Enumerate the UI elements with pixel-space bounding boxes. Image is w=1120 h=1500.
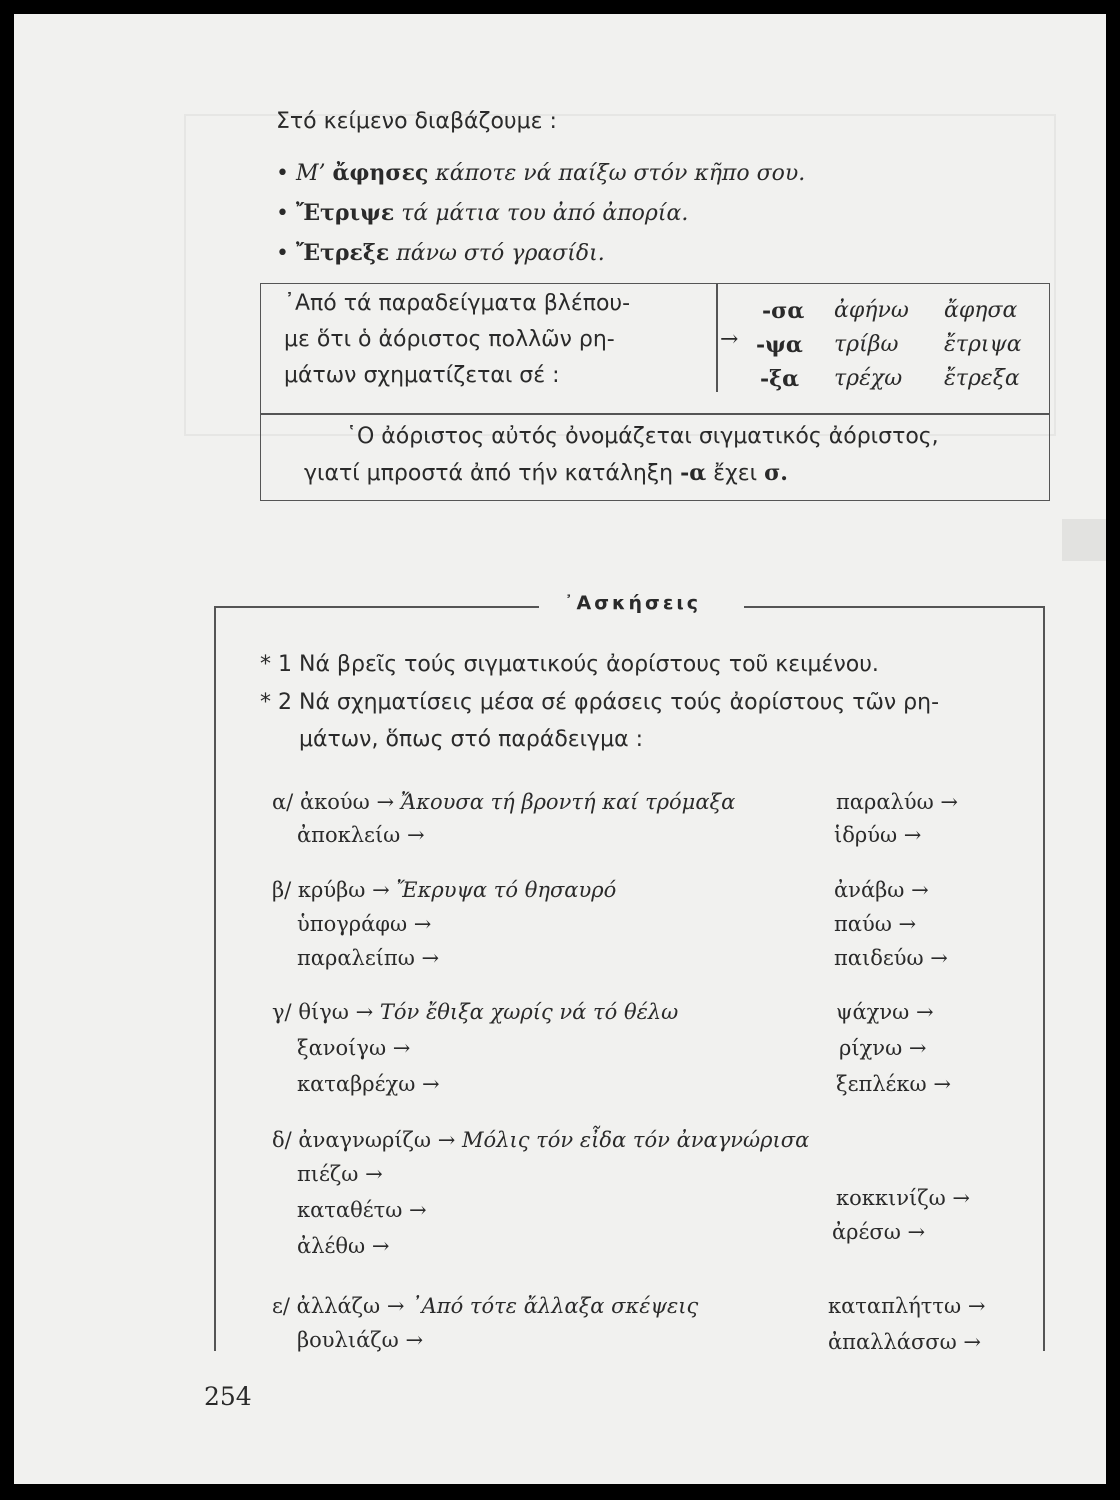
right-verb: ψάχνω →	[836, 1000, 934, 1024]
right-verb: κοκκινίζω →	[836, 1186, 971, 1210]
aorist-form: ἔτριψα	[944, 332, 1022, 357]
page	[14, 14, 1106, 1484]
exercise-line-a1: α/ ἀκούω → Ἄκουσα τή βροντή καί τρόμαξα	[272, 790, 736, 814]
bleed-through-tab	[1062, 519, 1106, 561]
aorist-form: ἔτρεξα	[944, 366, 1020, 391]
present-form: τρέχω	[834, 366, 903, 391]
rule-text-3: μάτων σχηματίζεται σέ :	[284, 363, 560, 388]
ending: -ξα	[760, 366, 800, 392]
example-line-3: • Ἔτρεξε πάνω στό γρασίδι.	[276, 240, 605, 266]
right-verb: ἀπαλλάσσω →	[828, 1330, 982, 1354]
exercises-frame-top-left	[214, 606, 539, 608]
right-verb: ρίχνω →	[839, 1036, 927, 1060]
rule-text-1: ᾿Από τά παραδείγματα βλέπου-	[284, 291, 631, 316]
present-form: ἀφήνω	[834, 298, 909, 323]
intro-heading: Στό κείμενο διαβάζουμε :	[276, 109, 557, 134]
rule-divider	[716, 284, 718, 392]
left-verb: ἀλέθω →	[297, 1234, 390, 1258]
right-verb: ἱδρύω →	[834, 823, 922, 847]
left-verb: καταβρέχω →	[297, 1072, 440, 1096]
left-verb: ξανοίγω →	[297, 1036, 411, 1060]
arrow-icon: →	[720, 327, 739, 352]
aorist-form: ἄφησα	[944, 298, 1018, 323]
ending: -σα	[762, 298, 805, 324]
exercises-title: ᾿Ασκήσεις	[564, 592, 702, 614]
arrow-icon: →	[437, 1128, 456, 1152]
bullet: •	[276, 161, 289, 186]
right-verb: ξεπλέκω →	[836, 1072, 951, 1096]
exercise-line-c1: γ/ θίγω → Τόν ἔθιξα χωρίς νά τό θέλω	[272, 1000, 679, 1024]
right-verb: παύω →	[834, 912, 917, 936]
arrow-icon: →	[386, 1294, 405, 1318]
exercise-line-b1: β/ κρύβω → Ἔκρυψα τό θησαυρό	[272, 878, 617, 902]
exercises-frame-left	[214, 606, 216, 1351]
definition-line-1: ῾Ο ἀόριστος αὐτός ὀνομάζεται σιγματικός ἀόριστος,	[346, 424, 939, 449]
bullet: •	[276, 241, 289, 266]
left-verb: καταθέτω →	[297, 1198, 427, 1222]
exercises-frame-top-right	[744, 606, 1044, 608]
left-verb: ὑπογράφω →	[297, 912, 432, 936]
right-verb: καταπλήττω →	[828, 1294, 986, 1318]
right-verb: ἀρέσω →	[832, 1220, 926, 1244]
bullet: •	[276, 201, 289, 226]
exercises-frame-right	[1043, 606, 1045, 1351]
definition-line-2: γιατί μπροστά ἀπό τήν κατάληξη -α ἔχει σ.	[304, 460, 788, 486]
left-verb: βουλιάζω →	[297, 1328, 424, 1352]
right-verb: ἀνάβω →	[834, 878, 929, 902]
page-number: 254	[204, 1382, 252, 1411]
left-verb: πιέζω →	[297, 1162, 383, 1186]
arrow-icon: →	[376, 790, 395, 814]
example-line-1: • Μ’ ἄφησες κάποτε νά παίξω στόν κῆπο σου.	[276, 160, 806, 186]
left-verb: παραλείπω →	[297, 946, 440, 970]
ending: -ψα	[756, 332, 803, 358]
exercise-line-d1: δ/ ἀναγνωρίζω → Μόλις τόν εἶδα τόν ἀναγνώρισα	[272, 1128, 810, 1152]
exercise-2-cont: μάτων, ὅπως στό παράδειγμα :	[299, 727, 644, 752]
exercise-2: * 2 Νά σχηματίσεις μέσα σέ φράσεις τούς ἀορίστους τῶν ρη-	[260, 690, 940, 715]
rule-separator	[261, 413, 1049, 415]
right-verb: παραλύω →	[836, 790, 958, 814]
arrow-icon: →	[372, 878, 390, 902]
exercise-line-e1: ε/ ἀλλάζω → ᾿Από τότε ἄλλαξα σκέψεις	[272, 1294, 699, 1318]
present-form: τρίβω	[834, 332, 899, 357]
right-verb: παιδεύω →	[834, 946, 948, 970]
arrow-icon: →	[355, 1000, 374, 1024]
rule-text-2: με ὅτι ὁ ἀόριστος πολλῶν ρη-	[284, 327, 615, 352]
exercise-1: * 1 Νά βρεῖς τούς σιγματικούς ἀορίστους τοῦ κειμένου.	[260, 652, 879, 677]
example-line-2: • Ἔτριψε τά μάτια του ἀπό ἀπορία.	[276, 200, 689, 226]
left-verb: ἀποκλείω →	[297, 823, 425, 847]
